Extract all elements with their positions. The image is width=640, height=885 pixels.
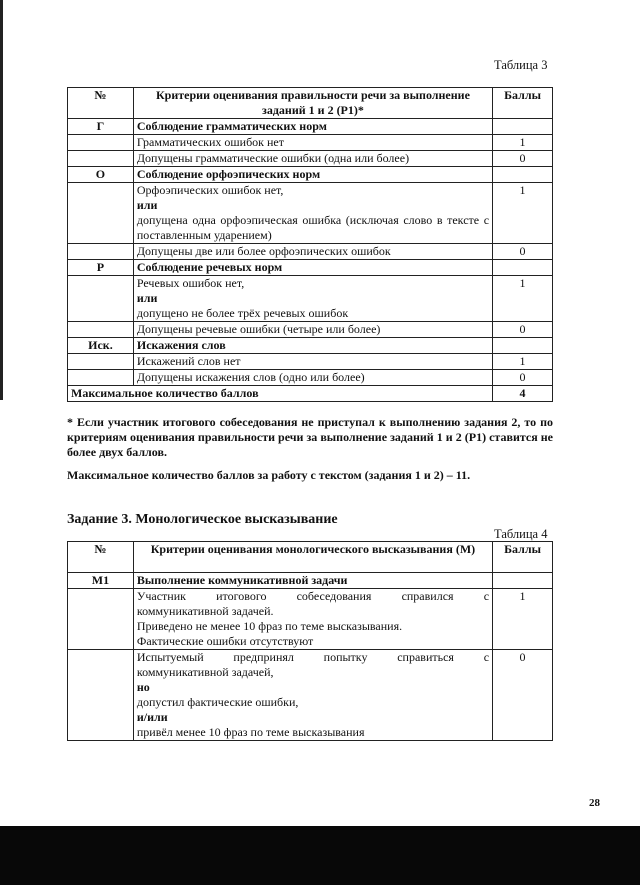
section-code: Р [68,260,134,276]
conjunction: или [136,198,158,212]
criterion-text: Искажений слов нет [133,354,492,370]
criterion-line: Речевых ошибок нет, [136,276,245,290]
section-title: Искажения слов [133,338,492,354]
criterion-line: коммуникативной задачей, [136,665,274,679]
section-code: Иск. [68,338,134,354]
max-score-label: Максимальное количество баллов [68,386,493,402]
header-score: Баллы [493,542,553,573]
score-value: 1 [493,183,553,244]
criterion-text [133,650,492,741]
criterion-line: Испытуемый предпринял попытку справиться с [136,650,490,664]
task3-title: Задание 3. Монологическое высказывание [67,512,338,527]
criterion-text: Грамматических ошибок нет [133,135,492,151]
criterion-text [133,183,492,244]
table-row [68,135,553,151]
criterion-text: Допущены речевые ошибки (четыре или более) [133,322,492,338]
criterion-text [133,276,492,322]
score-value: 0 [493,370,553,386]
header-num: № [68,88,134,119]
conjunction: и/или [136,710,168,724]
table4-header-row [68,542,553,573]
section-code: О [68,167,134,183]
section-title: Соблюдение грамматических норм [133,119,492,135]
table-row [68,276,553,322]
table-row [68,151,553,167]
section-row [68,338,553,354]
section-row [68,573,553,589]
footnote: * Если участник итогового собеседования не приступал к выполнению задания 2, то по критериям оценивания правильности речи за выполнение заданий 1 и 2 (Р1) ставится не более двух баллов. [67,415,553,459]
table3 [67,87,553,402]
criterion-text: Допущены две или более орфоэпических ошибок [133,244,492,260]
max-score-row [68,386,553,402]
criterion-text: Допущены искажения слов (одно или более) [133,370,492,386]
section-row [68,167,553,183]
table-row [68,183,553,244]
table4-caption: Таблица 4 [494,527,548,541]
criterion-line: допущена одна орфоэпическая ошибка (исключая слово в тексте с поставленным ударением) [136,213,490,242]
table-row [68,322,553,338]
header-num: № [68,542,134,573]
criterion-line: Орфоэпических ошибок нет, [136,183,284,197]
scan-footer-bar [0,826,640,885]
table3-caption: Таблица 3 [494,58,548,72]
table-row [68,370,553,386]
criterion-text [133,589,492,650]
score-value: 0 [493,322,553,338]
header-criteria: Критерии оценивания монологического высказывания (М) [133,542,492,573]
score-value: 0 [493,151,553,167]
score-value: 0 [493,244,553,260]
table3-header-row [68,88,553,119]
section-row [68,260,553,276]
max-score-value: 4 [493,386,553,402]
section-row [68,119,553,135]
header-score: Баллы [493,88,553,119]
criterion-line: привёл менее 10 фраз по теме высказывания [136,725,365,739]
criterion-line: допустил фактические ошибки, [136,695,299,709]
criterion-line: Участник итогового собеседования справился с [136,589,490,603]
table-row [68,244,553,260]
criterion-text: Допущены грамматические ошибки (одна или более) [133,151,492,167]
section-code: М1 [68,573,134,589]
scan-edge [0,0,3,400]
section-code: Г [68,119,134,135]
table-row [68,589,553,650]
table-row [68,650,553,741]
section-title: Выполнение коммуникативной задачи [133,573,492,589]
section-title: Соблюдение орфоэпических норм [133,167,492,183]
conjunction: или [136,291,158,305]
criterion-line: Фактические ошибки отсутствуют [136,634,314,648]
score-value: 1 [493,135,553,151]
table4 [67,541,553,741]
score-value: 1 [493,589,553,650]
header-criteria: Критерии оценивания правильности речи за выполнение заданий 1 и 2 (Р1)* [133,88,492,119]
criterion-line: Приведено не менее 10 фраз по теме высказывания. [136,619,403,633]
criterion-line: коммуникативной задачей. [136,604,274,618]
score-value: 0 [493,650,553,741]
score-value: 1 [493,354,553,370]
max-total-note: Максимальное количество баллов за работу с текстом (задания 1 и 2) – 11. [67,468,471,482]
score-value: 1 [493,276,553,322]
table-row [68,354,553,370]
page-number: 28 [589,797,600,809]
section-title: Соблюдение речевых норм [133,260,492,276]
conjunction: но [136,680,150,694]
criterion-line: допущено не более трёх речевых ошибок [136,306,349,320]
